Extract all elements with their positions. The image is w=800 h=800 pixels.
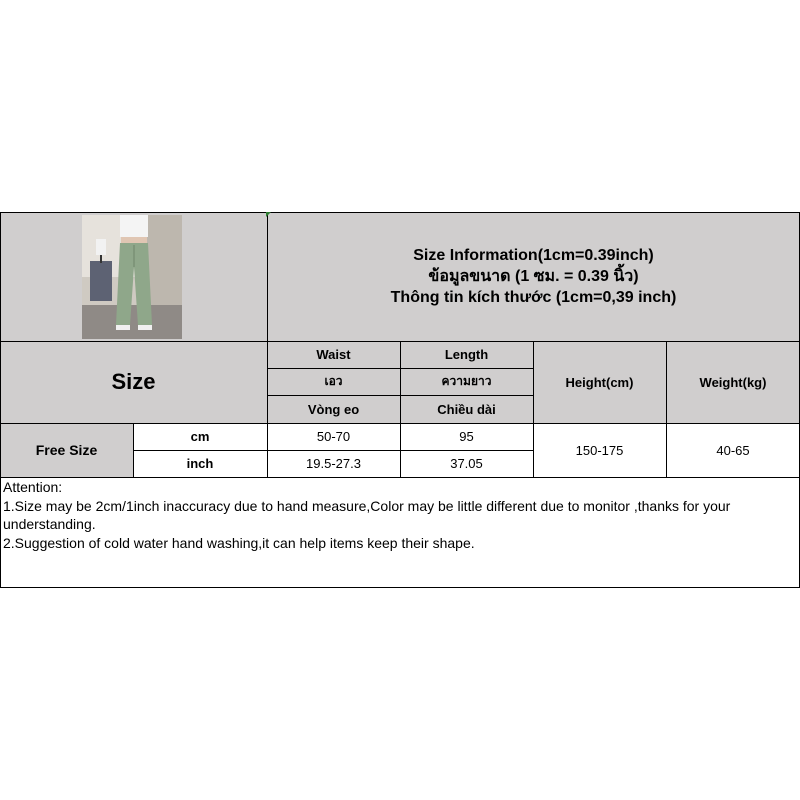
height-value: 150-175 <box>575 442 624 458</box>
unit-inch: inch <box>186 456 214 471</box>
grid-line <box>533 341 534 477</box>
length-inch-value: 37.05 <box>450 456 483 471</box>
grid-line <box>133 450 533 451</box>
product-photo <box>82 215 182 339</box>
grid-line <box>133 423 134 477</box>
unit-cm: cm <box>190 429 210 444</box>
title-vietnamese: Thông tin kích thước (1cm=0,39 inch) <box>390 289 677 306</box>
waist-cm-value: 50-70 <box>316 429 351 444</box>
size-information-title <box>267 212 800 341</box>
grid-line <box>0 212 1 588</box>
note-line-2: 2.Suggestion of cold water hand washing,it can help items keep their shape. <box>3 534 475 551</box>
waist-header-vi: Vòng eo <box>267 395 400 423</box>
length-header-vi: Chiều dài <box>400 395 533 423</box>
grid-line <box>400 341 401 477</box>
weight-header: Weight(kg) <box>666 341 800 423</box>
length-header-th: ความยาว <box>400 368 533 395</box>
grid-line <box>0 587 800 588</box>
length-cm-value: 95 <box>459 429 474 444</box>
attention-heading: Attention: <box>3 479 63 495</box>
grid-line <box>0 212 800 213</box>
title-english: Size Information(1cm=0.39inch) <box>413 247 654 264</box>
size-label: Size <box>0 341 267 423</box>
waist-header-en: Waist <box>267 341 400 368</box>
grid-line <box>666 341 667 477</box>
title-thai: ข้อมูลขนาด (1 ซม. = 0.39 นิ้ว) <box>428 268 639 285</box>
weight-value: 40-65 <box>716 442 750 458</box>
attention-notes <box>3 478 793 552</box>
waist-header-th: เอว <box>267 368 400 395</box>
free-size-label: Free Size <box>0 423 133 477</box>
waist-inch-value: 19.5-27.3 <box>306 456 361 471</box>
grid-line <box>267 212 268 477</box>
note-line-1: 1.Size may be 2cm/1inch inaccuracy due to hand measure,Color may be little different due to monitor ,thanks for your understanding. <box>3 497 731 532</box>
length-header-en: Length <box>400 341 533 368</box>
height-header: Height(cm) <box>533 341 666 423</box>
cell-marker <box>266 212 271 217</box>
